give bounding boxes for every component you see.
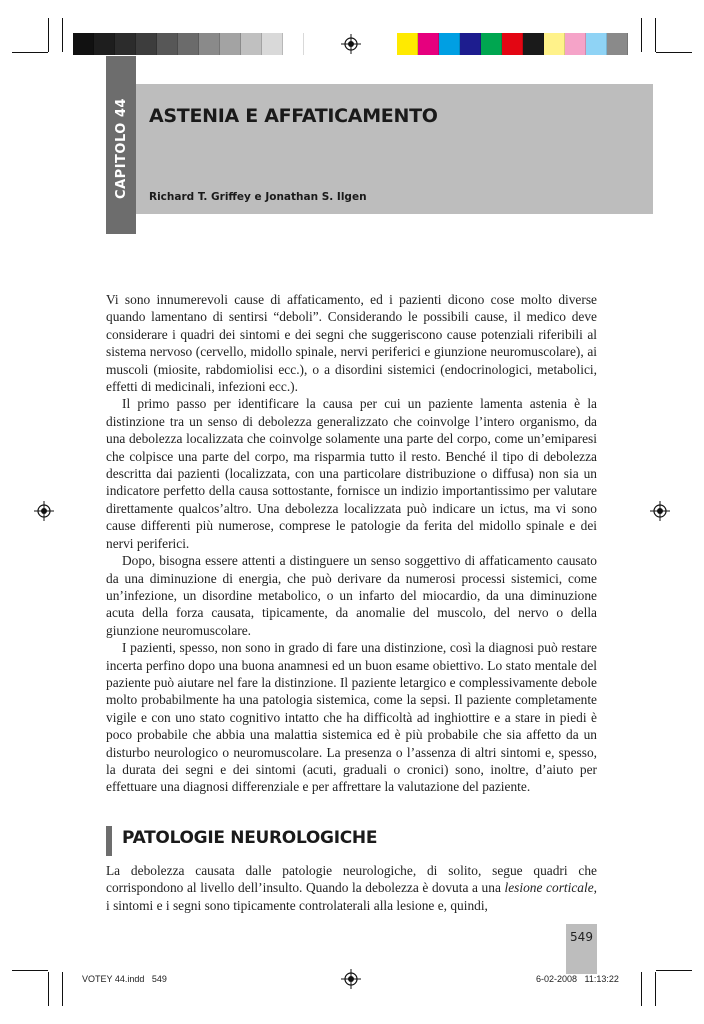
registration-mark-icon [650,501,670,521]
registration-mark-icon [34,501,54,521]
section-paragraph [106,862,597,914]
section-text-italic: lesione corticale [504,880,594,896]
color-swatch [220,33,241,55]
chapter-label [106,97,136,199]
chapter-authors: Richard T. Griffey e Jonathan S. Ilgen [149,191,367,203]
crop-mark [12,970,48,971]
crop-mark [62,18,63,52]
section-text-part: La debolezza causata dalle patologie neurologiche, di solito, segue quadri che corrispondono al livello dell’insulto. Quando la debolezza è dovuta a una [106,863,597,896]
crop-mark [656,970,692,971]
color-swatch [115,33,136,55]
process-color-bar [397,33,628,55]
color-swatch [136,33,157,55]
color-swatch [439,33,460,55]
color-swatch [262,33,283,55]
gray-color-bar [73,33,304,55]
registration-mark-icon [341,969,361,989]
crop-mark [656,52,692,53]
registration-mark-icon [341,34,361,54]
color-swatch [418,33,439,55]
crop-mark [641,18,642,52]
body-paragraph: Il primo passo per identificare la causa per cui un paziente lamenta astenia è la distinzione tra un senso di debolezza generalizzato che coinvolge l’intero organismo, da una debolezza localizzata che coinvolge solamente una parte del corpo, come un’emiparesi che colpisce una parte del corpo, ma risparmia tutto il resto. Benché il tipo di debolezza descritta dai pazienti (localizzata, con una particolare distribuzione o diffusa) non sia un indicatore perfetto della causa sottostante, fornisce un indizio importantissimo per valutare direttamente qualcos’altro. Una debolezza localizzata può indicare un ictus, ma vi sono cause differenti più numerose, comprese le patologie da ferita del midollo spinale e dei nervi periferici. [106,396,597,551]
color-swatch [523,33,544,55]
color-swatch [586,33,607,55]
crop-mark [655,18,656,52]
body-text [106,291,597,796]
color-swatch [178,33,199,55]
crop-mark [48,972,49,1006]
crop-mark [641,972,642,1006]
color-swatch [502,33,523,55]
color-swatch [241,33,262,55]
crop-mark [12,52,48,53]
color-swatch [94,33,115,55]
color-swatch [73,33,94,55]
chapter-title: ASTENIA E AFFATICAMENTO [149,105,438,127]
crop-mark [62,972,63,1006]
color-swatch [460,33,481,55]
color-swatch [481,33,502,55]
file-slug: VOTEY 44.indd 549 [82,974,167,984]
color-swatch [283,33,304,55]
page-number: 549 [570,930,593,944]
section-heading: PATOLOGIE NEUROLOGICHE [122,828,378,848]
color-swatch [544,33,565,55]
color-swatch [157,33,178,55]
body-paragraph: Vi sono innumerevoli cause di affaticamento, ed i pazienti dicono cose molto diverse quando lamentano di sentirsi “deboli”. Considerando le possibili cause, il medico deve considerare i quadri dei sintomi e dei segni che suggeriscono cause potenziali riferibili al sistema nervoso (cervello, midollo spinale, nervi periferici e giunzione neuromuscolare), ai muscoli (miosite, rabdomiolisi ecc.), o a disordini sistemici (endocrinologici, metabolici, effetti di medicinali, infezioni ecc.). [106,292,597,395]
section-marker-bar [106,826,112,856]
color-swatch [397,33,418,55]
crop-mark [48,18,49,52]
date-slug: 6-02-2008 11:13:22 [536,974,619,984]
body-paragraph: I pazienti, spesso, non sono in grado di fare una distinzione, così la diagnosi può restare incerta perfino dopo una buona anamnesi ed un buon esame obiettivo. Lo stato mentale del paziente può aiutare nel fare la distinzione. Il paziente letargico e complessivamente debole molto probabilmente ha una patologia sistemica, come la sepsi. Il paziente completamente vigile e con uno stato cognitivo intatto che ha difficoltà ad inghiottire e a stare in piedi è poco probabile che abbia una malattia sistemica ed è più probabile che sia affetto da un disturbo neurologico o neuromuscolare. La presenza o l’assenza di altri sintomi e, spesso, la durata dei segni e dei sintomi (acuti, graduali o cronici) sono, inoltre, d’aiuto per effettuare una diagnosi differenziale e per affrettare la valutazione del paziente. [106,640,597,795]
color-swatch [607,33,628,55]
body-paragraph: Dopo, bisogna essere attenti a distinguere un senso soggettivo di affaticamento causato da una diminuzione di energia, che può derivare da numerosi processi sistemici, come un’infezione, un disordine metabolico, o un infarto del miocardio, da una diminuzione acuta della forza causata, tipicamente, da anomalie del muscolo, del nervo o della giunzione neuromuscolare. [106,553,597,638]
color-swatch [199,33,220,55]
color-swatch [565,33,586,55]
crop-mark [655,972,656,1006]
chapter-label-text: CAPITOLO 44 [113,97,129,199]
section-text-part: , i sintomi e i segni sono tipicamente controlaterali alla lesione e, quindi, [106,880,598,913]
